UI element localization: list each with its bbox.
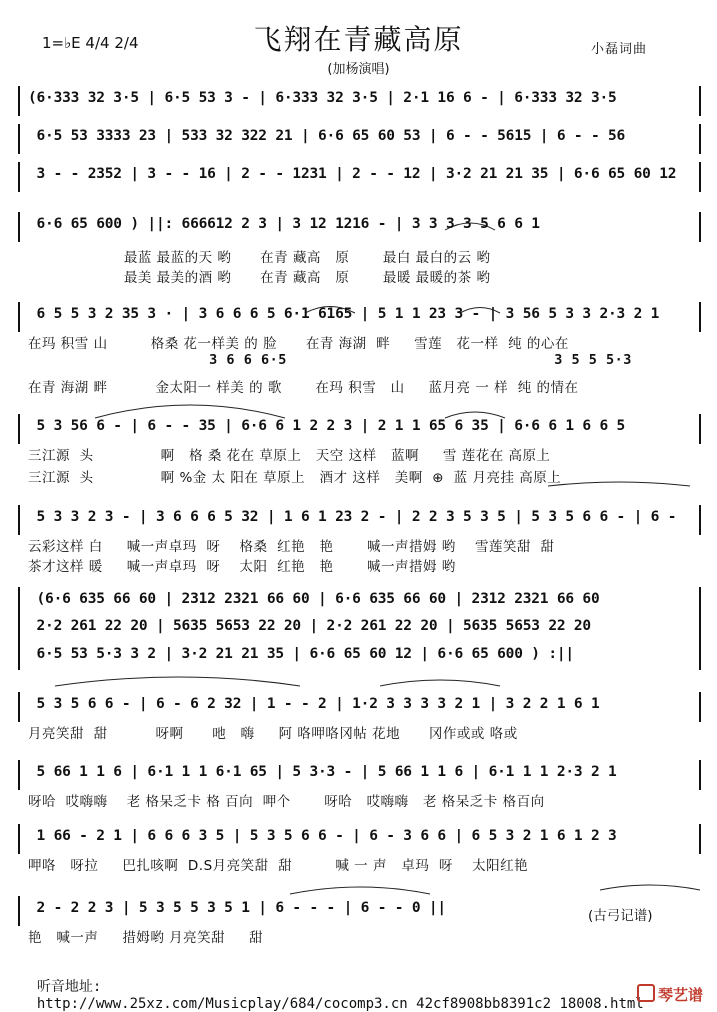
alt-notation-line: 3 6 6 6·5 3 5 5 5·3 bbox=[28, 352, 632, 368]
slur bbox=[600, 885, 700, 890]
lyric-line: 最美 最美的酒 哟 在青 藏高 原 最暖 最暖的茶 哟 bbox=[28, 270, 491, 286]
notation-line: 6·5 53 3333 23 | 533 32 322 21 | 6·6 65 60 53 | 6 - - 5615 | 6 - - 56 bbox=[28, 128, 626, 144]
transcriber-note: (古弓记谱) bbox=[588, 908, 653, 924]
music-system bbox=[18, 503, 701, 583]
lyric-line: 云彩这样 白 喊一声卓玛 呀 格桑 红艳 艳 喊一声措姆 哟 雪莲笑甜 甜 bbox=[28, 539, 555, 555]
music-system bbox=[18, 160, 701, 200]
listen-label: 听音地址: bbox=[36, 979, 102, 995]
listen-url[interactable]: http://www.25xz.com/Musicplay/684/cocomp3.cn 42cf8908bb8391c2 18008.html bbox=[36, 996, 644, 1012]
lyric-line: 月亮笑甜 甜 呀啊 吔 嗨 阿 咯呷咯冈帖 花地 冈作或或 咯或 bbox=[28, 726, 518, 742]
lyric-line: 最蓝 最蓝的天 哟 在青 藏高 原 最白 最白的云 哟 bbox=[28, 250, 491, 266]
singer-subtitle: (加杨演唱) bbox=[327, 62, 390, 77]
notation-line: 1 66 - 2 1 | 6 6 6 3 5 | 5 3 5 6 6 - | 6 - 3 6 6 | 6 5 3 2 1 6 1 2 3 bbox=[28, 828, 617, 844]
music-system bbox=[18, 758, 701, 818]
lyric-line: 三江源 头 啊 格 桑 花在 草原上 天空 这样 蓝啊 雪 莲花在 高原上 bbox=[28, 448, 551, 464]
music-system bbox=[18, 84, 701, 124]
brand-name: 琴艺谱 bbox=[657, 986, 703, 1004]
brand-watermark bbox=[627, 966, 703, 1005]
notation-line: (6·6 635 66 60 | 2312 2321 66 60 | 6·6 635 66 60 | 2312 2321 66 60 bbox=[28, 591, 600, 607]
notation-line: (6·333 32 3·5 | 6·5 53 3 - | 6·333 32 3·5 | 2·1 16 6 - | 6·333 32 3·5 bbox=[28, 90, 617, 106]
notation-line: 3 - - 2352 | 3 - - 16 | 2 - - 1231 | 2 - - 12 | 3·2 21 21 35 | 6·6 65 60 12 bbox=[28, 166, 677, 182]
music-system bbox=[18, 122, 701, 162]
notation-line: 6·6 65 600 ) ||: 666612 2 3 | 3 12 1216 - | 3 3 3 3 5 6 6 1 bbox=[28, 216, 540, 232]
lyric-line: 在青 海湖 畔 金太阳一 样美 的 歌 在玛 积雪 山 蓝月亮 一 样 纯 的情在 bbox=[28, 380, 579, 396]
music-system bbox=[18, 690, 701, 750]
lyric-line: 茶才这样 暖 喊一声卓玛 呀 太阳 红艳 艳 喊一声措姆 哟 bbox=[28, 559, 456, 575]
lyric-line: 呷咯 呀拉 巴扎咳啊 D.S月亮笑甜 甜 喊 一 声 卓玛 呀 太阳红艳 bbox=[28, 858, 529, 874]
music-system bbox=[18, 822, 701, 882]
brand-logo-icon bbox=[637, 984, 655, 1002]
notation-line: 6 5 5 3 2 35 3 · | 3 6 6 6 5 6·1 6165 | 5 1 1 23 3 - | 3 56 5 3 3 2·3 2 1 bbox=[28, 306, 660, 322]
composer-credit: 小磊词曲 bbox=[590, 42, 647, 57]
lyric-line: 三江源 头 啊 %金 太 阳在 草原上 酒才 这样 美啊 ⊕ 蓝 月亮挂 高原上 bbox=[28, 470, 562, 486]
notation-line: 2·2 261 22 20 | 5635 5653 22 20 | 2·2 261 22 20 | 5635 5653 22 20 bbox=[28, 618, 591, 634]
notation-line: 2 - 2 2 3 | 5 3 5 5 3 5 1 | 6 - - - | 6 - - 0 || bbox=[28, 900, 446, 916]
lyric-line: 呀哈 哎嗨嗨 老 格呆乏卡 格 百向 呷个 呀哈 哎嗨嗨 老 格呆乏卡 格百向 bbox=[28, 794, 545, 810]
notation-line: 5 3 5 6 6 - | 6 - 6 2 32 | 1 - - 2 | 1·2 3 3 3 3 2 1 | 3 2 2 1 6 1 bbox=[28, 696, 600, 712]
slur bbox=[290, 887, 430, 894]
notation-line: 5 3 56 6 - | 6 - - 35 | 6·6 6 1 2 2 3 | 2 1 1 65 6 35 | 6·6 6 1 6 6 5 bbox=[28, 418, 626, 434]
music-system bbox=[18, 894, 488, 944]
music-system bbox=[18, 412, 701, 492]
music-system bbox=[18, 210, 701, 290]
song-title: 飞翔在青藏高原 bbox=[253, 23, 464, 56]
slur bbox=[55, 677, 300, 686]
key-signature: 1=♭E 4/4 2/4 bbox=[42, 34, 139, 52]
notation-line: 5 3 3 2 3 - | 3 6 6 6 5 32 | 1 6 1 23 2 - | 2 2 3 5 3 5 | 5 3 5 6 6 - | 6 - bbox=[28, 509, 677, 525]
notation-line: 5 66 1 1 6 | 6·1 1 1 6·1 65 | 5 3·3 - | 5 66 1 1 6 | 6·1 1 1 2·3 2 1 bbox=[28, 764, 617, 780]
listen-link-row bbox=[20, 960, 644, 1012]
lyric-line: 在玛 积雪 山 格桑 花一样美 的 脸 在青 海湖 畔 雪莲 花一样 纯 的心在 bbox=[28, 336, 569, 352]
slur bbox=[380, 680, 500, 686]
music-system bbox=[18, 640, 701, 676]
notation-line: 6·5 53 5·3 3 2 | 3·2 21 21 35 | 6·6 65 60 12 | 6·6 65 600 ) :|| bbox=[28, 646, 574, 662]
music-system bbox=[18, 300, 701, 400]
lyric-line: 艳 喊一声 措姆哟 月亮笑甜 甜 bbox=[28, 930, 264, 946]
